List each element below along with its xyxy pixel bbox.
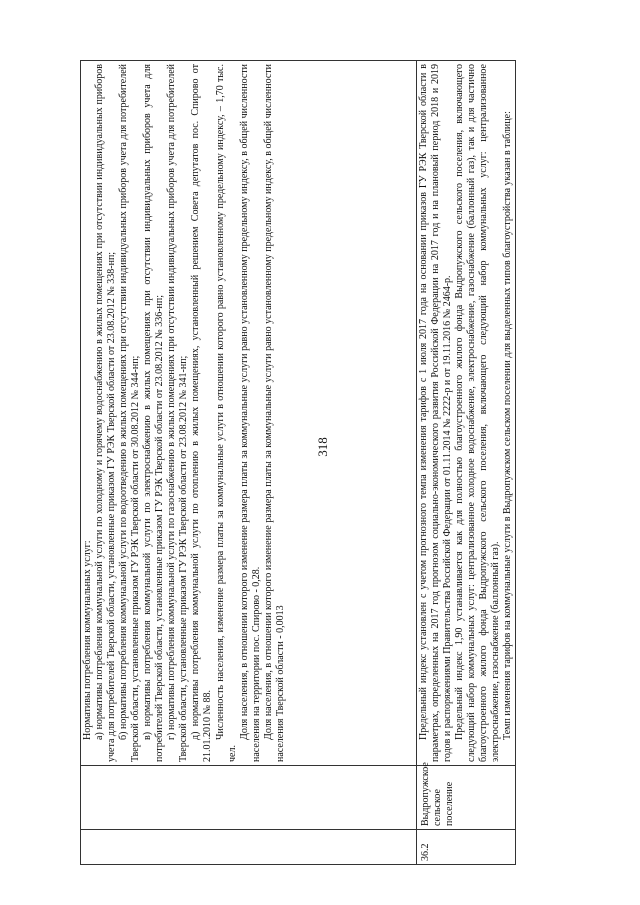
paragraph: Доля населения, в отношении которого изменение размера платы за коммунальные услуги равно установленному предельному индексу, в общей численности населения Тверской области - 0,0013 <box>262 64 286 762</box>
rotated-page-content <box>80 60 580 865</box>
tariff-table <box>80 60 516 865</box>
paragraph: Темп изменения тарифов на коммунальные услуги в Выдропужском сельском поселении для выделенных типов благоустройства указан в таблице: <box>502 111 514 740</box>
paragraph: Численность населения, изменение размера платы за коммунальные услуги в отношении которого равно установленному предельному индексу, – 1,70 тыс. чел. <box>214 64 238 762</box>
row-number-cell: 36.2 <box>417 830 516 865</box>
description-cell <box>417 61 516 766</box>
paragraph: Предельный индекс 1,90 устанавливается как для полностью благоустроенного жилого фонда Выдропужского сельского поселения, включающего следующий набор коммунальных услуг: централизованное холодное водоснабжение, электроснабжение, газоснабжение (баллонный газ), так и для частично благоустроенного жилого фонда Выдропужского сельского поселения, включающего следующий набор коммунальных услуг: централизованное электроснабжение, газоснабжение (баллонный газ). <box>454 64 502 762</box>
paragraph: Нормативы потребления коммунальных услуг: <box>82 540 93 740</box>
paragraph: б) нормативы потребления коммунальной услуги по водоотведению в жилых помещениях при отсутствии индивидуальных приборов учета для потребителей Тверской области, установленные приказом ГУ РЭК Тверской области от 30.08.2012 № 344-нп; <box>118 64 142 762</box>
row-number-cell <box>81 830 417 865</box>
page-number: 318 <box>315 437 330 457</box>
municipality-cell <box>81 766 417 830</box>
table-row <box>81 61 417 865</box>
table-row <box>417 61 516 865</box>
municipality-cell: Выдропужское сельское поселение <box>417 766 516 830</box>
paragraph: Доля населения, в отношении которого изменение размера платы за коммунальные услуги равно установленному предельному индексу, в общей численности населения на территории пос. Спирово - 0,28. <box>238 64 262 762</box>
paragraph: Предельный индекс установлен с учетом прогнозного темпа изменения тарифов с 1 июля 2017 года на основании приказов ГУ РЭК Тверской области в параметрах, определенных на 2017 год прогнозом социально-экономического развития Российской Федерации на 2017 год и на плановый период 2018 и 2019 годов и распоряжениями Правительства Российской Федерации от 01.11.2014 № 2222-р и от 19.11.2016 № 2464-р. <box>418 64 454 762</box>
paragraph: д) нормативы потребления коммунальной услуги по отоплению в жилых помещениях, установленный решением Совета депутатов пос. Спирово от 21.01.2010 № 88. <box>190 64 214 762</box>
description-cell <box>81 61 417 766</box>
paragraph: в) нормативы потребления коммунальной услуги по электроснабжению в жилых помещениях при отсутствии индивидуальных приборов учета для потребителей Тверской области, установленные приказом ГУ РЭК Тверской области от 23.08.2012 № 336-нп; <box>142 64 166 762</box>
paragraph: а) нормативы потребления коммунальной услуги по холодному и горячему водоснабжению в жилых помещениях при отсутствии индивидуальных приборов учета для потребителей Тверской области, установленные приказом ГУ РЭК Тверской области от 23.08.2012 № 338-нп; <box>94 64 118 762</box>
paragraph: г) нормативы потребления коммунальной услуги по газоснабжению в жилых помещениях при отсутствии индивидуальных приборов учета для потребителей Тверской области, установленные приказом ГУ РЭК Тверской области от 23.08.2012 № 341-нп; <box>166 64 190 762</box>
